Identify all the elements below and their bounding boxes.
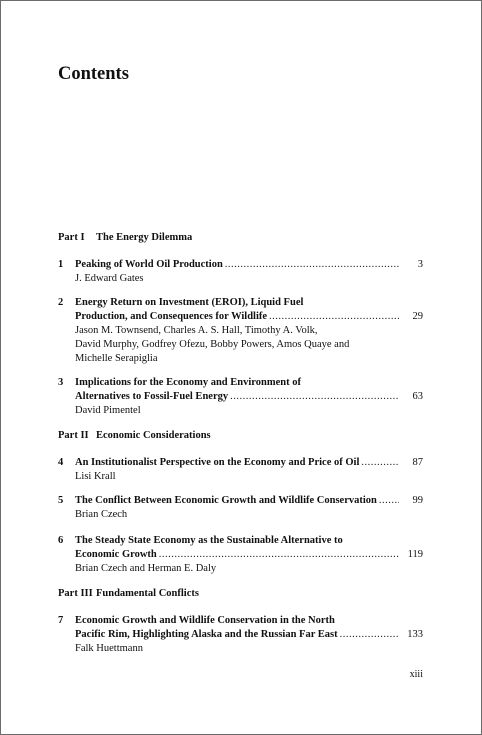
dot-leader — [159, 548, 399, 562]
chapter-authors: Brian Czech and Herman E. Daly — [75, 563, 217, 574]
chapter-number: 7 — [58, 615, 64, 626]
chapter-title: Production, and Consequences for Wildlife — [75, 311, 268, 322]
part-number: Part II — [58, 430, 89, 441]
chapter-authors: Jason M. Townsend, Charles A. S. Hall, Timothy A. Volk, — [75, 325, 318, 336]
dot-leader — [269, 310, 399, 324]
chapter-title-line: Economic Growth and Wildlife Conservation in the North — [75, 615, 335, 626]
toc-entry-4[interactable] — [58, 456, 423, 484]
page-number: 119 — [407, 549, 423, 560]
dot-leader — [340, 628, 399, 642]
chapter-authors: Lisi Krall — [75, 471, 116, 482]
dot-leader — [225, 258, 399, 272]
page-number: 99 — [412, 495, 423, 506]
toc-entry-6[interactable] — [58, 534, 423, 576]
chapter-authors: Michelle Serapiglia — [75, 353, 158, 364]
chapter-title: The Conflict Between Economic Growth and Wildlife Conservation — [75, 495, 377, 506]
part-title: Fundamental Conflicts — [96, 588, 199, 599]
dot-leader — [230, 390, 399, 404]
chapter-authors: David Pimentel — [75, 405, 141, 416]
chapter-number: 4 — [58, 457, 64, 468]
chapter-title: Alternatives to Fossil-Fuel Energy — [75, 391, 229, 402]
part-number: Part III — [58, 588, 93, 599]
chapter-number: 6 — [58, 535, 64, 546]
chapter-number: 3 — [58, 377, 64, 388]
page-folio: xiii — [409, 669, 423, 680]
chapter-number: 2 — [58, 297, 64, 308]
chapter-authors: David Murphy, Godfrey Ofezu, Bobby Powers, Amos Quaye and — [75, 339, 350, 350]
chapter-title: An Institutionalist Perspective on the Economy and Price of Oil — [75, 457, 360, 468]
part-title: Economic Considerations — [96, 430, 211, 441]
page-number: 3 — [417, 259, 423, 270]
chapter-authors: J. Edward Gates — [75, 273, 144, 284]
chapter-title-line: Implications for the Economy and Environment of — [75, 377, 301, 388]
toc-entry-1[interactable] — [58, 258, 423, 286]
chapter-title-line: The Steady State Economy as the Sustainable Alternative to — [75, 535, 343, 546]
toc-entry-2[interactable] — [58, 296, 423, 366]
part-number: Part I — [58, 232, 85, 243]
part-title: The Energy Dilemma — [96, 232, 193, 243]
chapter-title: Peaking of World Oil Production — [75, 259, 223, 270]
toc-entry-3[interactable] — [58, 376, 423, 418]
page-number: 133 — [407, 629, 423, 640]
part-heading-2 — [58, 430, 211, 441]
chapter-title: Economic Growth — [75, 549, 157, 560]
page-title: Contents — [58, 64, 129, 84]
page-number: 87 — [412, 457, 423, 468]
chapter-number: 5 — [58, 495, 64, 506]
chapter-authors: Falk Huettmann — [75, 643, 143, 654]
part-heading-3 — [58, 588, 199, 599]
toc-entry-5[interactable] — [58, 494, 423, 522]
page-number: 63 — [412, 391, 423, 402]
chapter-authors: Brian Czech — [75, 509, 128, 520]
chapter-title-line: Energy Return on Investment (EROI), Liquid Fuel — [75, 297, 304, 308]
toc-entry-7[interactable] — [58, 614, 423, 656]
page-number: 29 — [412, 311, 423, 322]
chapter-number: 1 — [58, 259, 64, 270]
part-heading-1 — [58, 232, 192, 243]
dot-leader — [361, 456, 399, 470]
chapter-title: Pacific Rim, Highlighting Alaska and the Russian Far East — [75, 629, 338, 640]
dot-leader — [379, 494, 399, 508]
